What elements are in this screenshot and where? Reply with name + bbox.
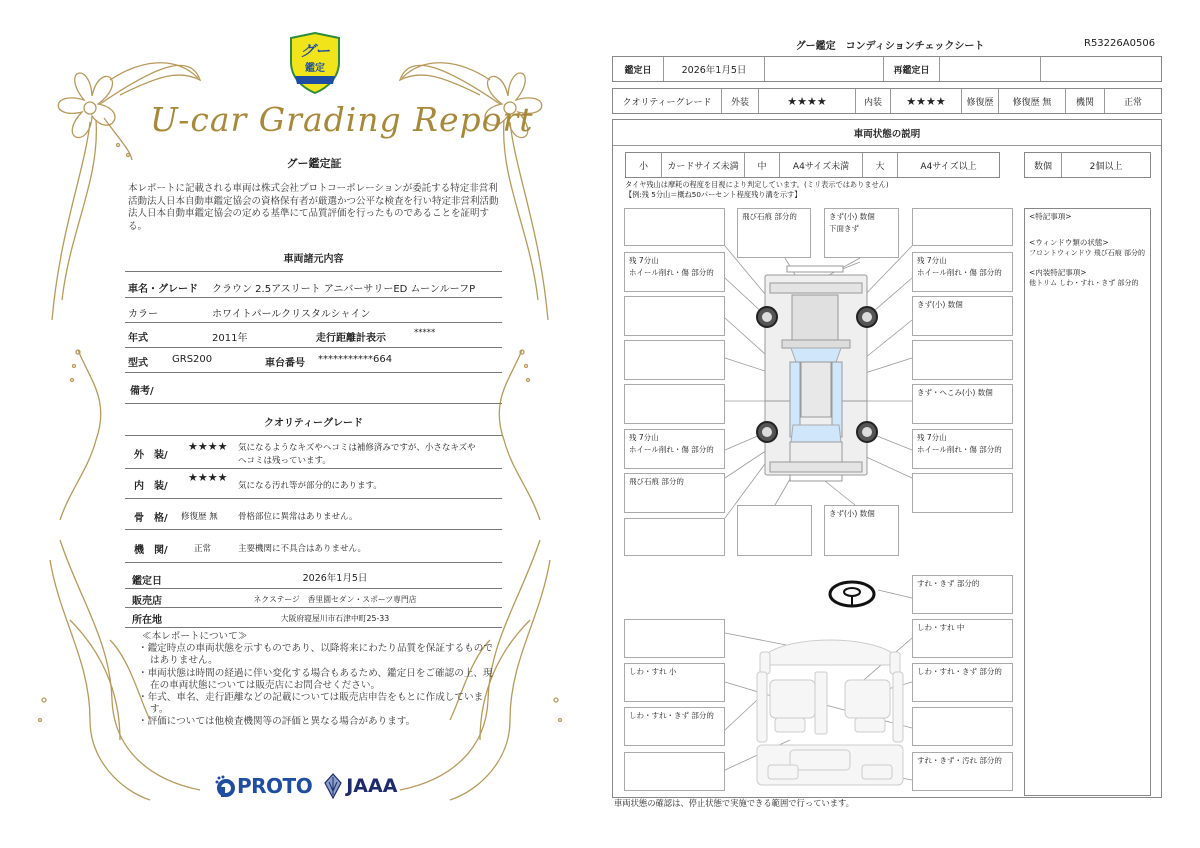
comment-text: しわ・すれ 中 [917,623,965,632]
name-grade-label: 車名・グレード [128,284,198,295]
interior-notes-text: 他トリム しわ・すれ・きず 部分的 [1029,279,1139,287]
proto-logo-text: PROTO [237,774,313,798]
notes-title: ≪本レポートについて≫ [142,631,248,642]
mileage-value: ***** [414,328,436,338]
comment-text: きず・へこみ(小) 数個 [917,388,993,397]
sheet-title: グー鑑定 コンディションチェックシート [795,41,985,52]
note-item: ・年式、車名、走行距離などの記載については販売店申告をもとに作成しています。 [138,692,484,716]
svg-text:鑑定: 鑑定 [305,63,325,74]
reappraisal-date-label: 再鑑定日 [884,57,940,81]
comment-text: しわ・すれ・きず 部分的 [629,711,714,720]
exterior-comment-box [912,473,1013,513]
condition-title: 車両状態の説明 [613,120,1161,146]
vehicle-section-title: 車両諸元内容 [283,254,344,265]
year-label: 年式 [128,333,148,344]
car-interior-view-icon [757,640,903,785]
special-notes-box [1024,208,1151,796]
engine-value: 正常 [1123,97,1142,108]
note-item: ・鑑定時点の車両状態を示すものであり、以降将来にわたり品質を保証するものではありません。 [138,643,493,667]
exterior-comment-box [624,296,725,336]
repair-history-value: 修復歴 無 [999,89,1066,113]
model-label: 型式 [128,358,148,369]
quality-comment: 気になる汚れ等が部分的にあります。 [238,481,382,491]
quality-section-title: クオリティーグレード [264,418,363,429]
appraisal-date-value: 2026年1月5日 [302,573,368,584]
car-top-view-icon [765,266,867,481]
sheet-id: R53226A0506 [1084,38,1156,49]
mileage-label: 走行距離計表示 [316,333,386,344]
quality-stars: ★★★★ [188,440,228,453]
quality-stars: ★★★★ [188,471,228,484]
exterior-comment-box [912,340,1013,380]
comment-text: 飛び石痕 部分的 [742,212,797,221]
exterior-comment-box [624,252,725,292]
note-item: ・車両状態は時間の経過に伴い変化する場合もあるため、鑑定日をご確認の上、現在の車両状態については販売店にお問合せください。 [138,667,493,691]
comment-text: ホイール削れ・傷 部分的 [629,445,714,454]
legend-value: A4サイズ以上 [920,161,977,172]
tire-note-line: タイヤ残山は摩耗の程度を目視により判定しています。(ミリ表示ではありません) [625,180,889,189]
comment-text: 残 7分山 [629,433,659,442]
jaaa-logo-text: JAAA [346,775,398,797]
exterior-comment-box [624,384,725,424]
exterior-comment-box [737,505,812,556]
appraisal-date-label: 鑑定日 [132,576,162,587]
quality-label: 外 装/ [134,450,168,461]
chassis-label: 車台番号 [265,358,305,369]
appraisal-date-label: 鑑定日 [613,57,664,81]
interior-comment-box [624,619,725,658]
comment-text: ホイール削れ・傷 部分的 [917,445,1002,454]
quality-label: 内 装/ [134,481,168,492]
exterior-label: 外装 [722,89,759,113]
interior-notes-title: <内装特記事項> [1029,268,1087,277]
comment-text: ホイール削れ・傷 部分的 [629,268,714,277]
appraisal-date-value: 2026年1月5日 [664,57,765,81]
exterior-comment-box [624,208,725,246]
comment-text: すれ・きず 部分的 [917,579,980,588]
exterior-comment-box [824,208,899,258]
svg-text:グー: グー [299,42,331,60]
address-label: 所在地 [132,615,162,626]
quality-comment: 骨格部位に異常はありません。 [238,512,358,522]
comment-text: 飛び石痕 部分的 [629,477,684,486]
exterior-comment-box [624,429,725,469]
legend-value: 2個以上 [1089,161,1123,172]
comment-text: 残 7分山 [629,256,659,265]
quality-label: 骨 格/ [134,513,168,524]
exterior-stars: ★★★★ [759,89,856,113]
interior-comment-box [624,663,725,702]
interior-label: 内装 [856,89,891,113]
dealer-value: ネクステージ 香里園セダン・スポーツ専門店 [253,595,417,604]
window-condition-text: フロントウィンドウ 飛び石痕 部分的 [1029,249,1146,257]
comment-text: きず(小) 数個 [917,300,963,309]
color-value: ホワイトパールクリスタルシャイン [212,309,371,320]
interior-stars: ★★★★ [891,89,962,113]
exterior-comment-box [912,208,1013,246]
quality-comment: 気になるようなキズやヘコミは補修済みですが、小さなキズや [238,443,476,453]
model-value: GRS200 [172,354,213,365]
name-grade-value: クラウン 2.5アスリート アニバーサリーED ムーンルーフP [212,284,476,295]
comment-text: きず(小) 数個 [829,509,875,518]
interior-comment-box [912,663,1013,702]
comment-text: しわ・すれ 小 [629,667,677,676]
year-value: 2011年 [212,333,248,344]
legend-key: 小 [626,153,662,177]
quality-comment: ヘコミは残っています。 [238,456,331,466]
exterior-comment-box [824,505,899,556]
quality-comment: 主要機関に不具合はありません。 [238,544,367,554]
color-label: カラー [128,309,158,320]
quality-label: 機 関/ [134,545,168,556]
comment-text: 残 7分山 [917,433,947,442]
comment-text: しわ・すれ・きず 部分的 [917,667,1002,676]
tire-note-line: 【例:残 5分山＝概ね50パーセント程度残り溝を示す】 [625,189,802,199]
steering-wheel-icon [830,582,874,606]
interior-comment-box [912,575,1013,614]
footer-note: 車両状態の確認は、停止状態で実施できる範囲で行っています。 [614,798,854,808]
certificate-title: グー鑑定証 [286,157,342,170]
interior-comment-box [912,752,1013,791]
exterior-comment-box [912,384,1013,424]
engine-value: 正常 [194,544,212,554]
legend-key: 大 [863,153,898,177]
address-value: 大阪府寝屋川市石津中町25-33 [280,614,390,623]
legend-key: 中 [745,153,780,177]
engine-label: 機関 [1066,89,1105,113]
legend-value: カードサイズ未満 [662,153,745,177]
comment-text: 下面きず [829,224,859,233]
remarks-label: 備考/ [130,386,154,397]
legend-value: A4サイズ未満 [780,153,863,177]
certificate-intro: 本レポートに記載される車両は株式会社プロトコーポレーションが委託する特定非営利活動法人日本自動車鑑定協会の資格保有者が厳選かつ公平な検査を行い特定非営利活動法人日本自動車鑑定協会の定める基準にて品質評価を行ったものであることを証明する。 [128,183,499,232]
exterior-comment-box [912,296,1013,336]
exterior-comment-box [624,518,725,556]
legend-key: 数個 [1025,153,1062,177]
repair-history-value: 修復歴 無 [181,512,218,522]
comment-text: きず(小) 数個 [829,212,875,221]
exterior-comment-box [912,252,1013,292]
interior-comment-box [624,752,725,791]
exterior-comment-box [912,429,1013,469]
interior-comment-box [624,707,725,746]
interior-comment-box [912,619,1013,658]
quality-grade-label: クオリティーグレード [613,89,722,113]
comment-text: 残 7分山 [917,256,947,265]
comment-text: すれ・きず・汚れ 部分的 [917,756,1002,765]
interior-comment-box [912,707,1013,746]
repair-history-label: 修復歴 [962,89,999,113]
script-title: U-car Grading Report [150,100,534,139]
exterior-comment-box [624,473,725,513]
exterior-comment-box [737,208,811,258]
special-notes-title: <特記事項> [1029,212,1072,221]
note-item: ・評価については他検査機関等の評価と異なる場合があります。 [138,716,416,728]
comment-text: ホイール削れ・傷 部分的 [917,268,1002,277]
window-condition-title: <ウィンドウ類の状態> [1029,238,1109,247]
chassis-value: ***********664 [318,354,393,365]
exterior-comment-box [624,340,725,380]
dealer-label: 販売店 [132,596,162,607]
